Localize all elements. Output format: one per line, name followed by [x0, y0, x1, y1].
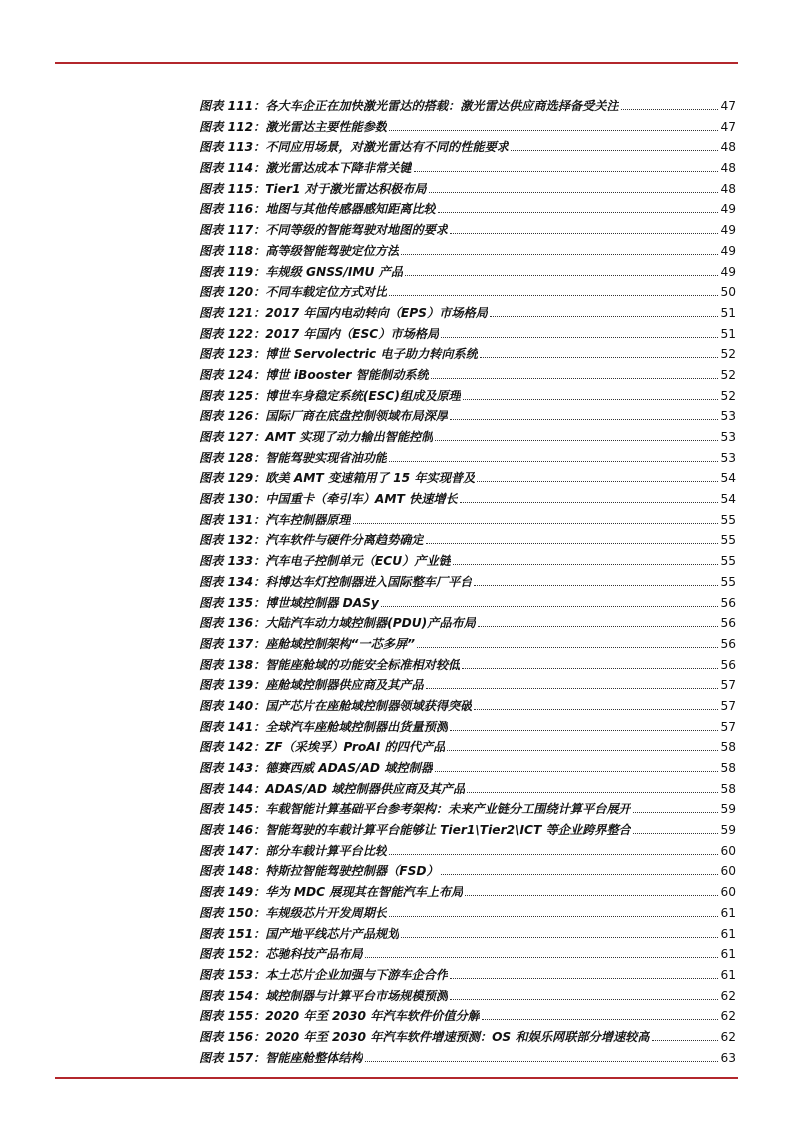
dot-leader: [490, 316, 719, 317]
footer-rule: [55, 1077, 738, 1079]
toc-entry-page-number: 57: [720, 719, 736, 734]
toc-entry-page-number: 55: [720, 574, 736, 589]
toc-entry-page-number: 60: [720, 843, 736, 858]
toc-entry-page-number: 55: [720, 533, 736, 548]
toc-entry-label: 图表 139：座舱域控制器供应商及其产品: [199, 678, 424, 693]
toc-entry-label: 图表 135：博世域控制器 DASy: [199, 595, 379, 610]
toc-entry[interactable]: [199, 179, 736, 200]
toc-entry[interactable]: [199, 779, 736, 800]
toc-entry[interactable]: [199, 137, 736, 158]
dot-leader: [435, 771, 718, 772]
toc-entry[interactable]: [199, 468, 736, 489]
toc-entry[interactable]: [199, 510, 736, 531]
toc-entry-page-number: 57: [720, 678, 736, 693]
dot-leader: [435, 440, 718, 441]
toc-entry-page-number: 54: [720, 471, 736, 486]
toc-entry-label: 图表 147：部分车载计算平台比较: [199, 843, 388, 858]
toc-entry-page-number: 61: [720, 905, 736, 920]
toc-entry-label: 图表 153：本土芯片企业加强与下游车企合作: [199, 967, 449, 982]
toc-entry[interactable]: [199, 717, 736, 738]
header-rule: [55, 62, 738, 64]
dot-leader: [401, 937, 718, 938]
toc-entry-label: 图表 148：特斯拉智能驾驶控制器（FSD）: [199, 864, 439, 879]
dot-leader: [441, 337, 718, 338]
toc-entry-page-number: 53: [720, 409, 736, 424]
toc-entry-label: 图表 133：汽车电子控制单元（ECU）产业链: [199, 554, 451, 569]
toc-entry[interactable]: [199, 841, 736, 862]
toc-entry-label: 图表 118：高等级智能驾驶定位方法: [199, 243, 400, 258]
toc-entry-label: 图表 141：全球汽车座舱域控制器出货量预测: [199, 719, 449, 734]
toc-entry-page-number: 48: [720, 140, 736, 155]
toc-entry-page-number: 62: [720, 1029, 736, 1044]
toc-entry-label: 图表 143：德赛西威 ADAS/AD 域控制器: [199, 761, 433, 775]
toc-entry-label: 图表 136：大陆汽车动力域控制器(PDU)产品布局: [199, 616, 476, 631]
toc-entry-page-number: 63: [720, 1050, 736, 1065]
dot-leader: [450, 999, 718, 1000]
dot-leader: [389, 461, 718, 462]
toc-entry-page-number: 51: [720, 326, 736, 341]
toc-entry[interactable]: [199, 199, 736, 220]
dot-leader: [460, 502, 719, 503]
toc-entry[interactable]: [199, 675, 736, 696]
toc-entry-page-number: 51: [720, 305, 736, 320]
toc-entry-label: 图表 155：2020 年至 2030 年汽车软件价值分解: [199, 1009, 480, 1024]
table-of-figures: [199, 96, 736, 1068]
toc-entry[interactable]: [199, 406, 736, 427]
dot-leader: [621, 109, 719, 110]
toc-entry-page-number: 48: [720, 161, 736, 176]
toc-entry[interactable]: [199, 924, 736, 945]
toc-entry-label: 图表 149：华为 MDC 展现其在智能汽车上布局: [199, 885, 464, 900]
dot-leader: [474, 709, 718, 710]
toc-entry-page-number: 49: [720, 243, 736, 258]
toc-entry-page-number: 56: [720, 595, 736, 610]
toc-entry[interactable]: [199, 696, 736, 717]
dot-leader: [389, 295, 718, 296]
toc-entry-page-number: 61: [720, 967, 736, 982]
toc-entry-page-number: 58: [720, 781, 736, 796]
toc-entry-label: 图表 145：车载智能计算基础平台参考架构：未来产业链分工围绕计算平台展开: [199, 802, 631, 817]
toc-entry[interactable]: [199, 158, 736, 179]
toc-entry-label: 图表 142：ZF（采埃孚）ProAI 的四代产品: [199, 740, 446, 755]
dot-leader: [365, 957, 719, 958]
dot-leader: [477, 481, 718, 482]
toc-entry-page-number: 49: [720, 223, 736, 238]
toc-entry[interactable]: [199, 386, 736, 407]
dot-leader: [463, 399, 719, 400]
toc-entry[interactable]: [199, 737, 736, 758]
toc-entry[interactable]: [199, 262, 736, 283]
toc-entry-label: 图表 114：激光雷达成本下降非常关键: [199, 161, 412, 176]
toc-entry-label: 图表 115：Tier1 对于激光雷达积极布局: [199, 181, 427, 196]
toc-entry-label: 图表 154：域控制器与计算平台市场规模预测: [199, 988, 449, 1003]
dot-leader: [441, 874, 719, 875]
toc-entry-page-number: 54: [720, 492, 736, 507]
toc-entry-label: 图表 146：智能驾驶的车载计算平台能够让 Tier1\Tier2\ICT 等企业跨界整合: [199, 823, 631, 838]
toc-entry-label: 图表 126：国际厂商在底盘控制领域布局深厚: [199, 409, 449, 424]
toc-entry-label: 图表 111：各大车企正在加快激光雷达的搭载：激光雷达供应商选择备受关注: [199, 99, 619, 113]
toc-entry-label: 图表 125：博世车身稳定系统(ESC)组成及原理: [199, 388, 461, 403]
dot-leader: [426, 688, 719, 689]
dot-leader: [414, 171, 719, 172]
dot-leader: [450, 419, 718, 420]
toc-entry-label: 图表 131：汽车控制器原理: [199, 512, 351, 527]
toc-entry-page-number: 53: [720, 430, 736, 444]
dot-leader: [453, 564, 719, 565]
dot-leader: [429, 192, 719, 193]
dot-leader: [480, 357, 719, 358]
toc-entry-page-number: 61: [720, 947, 736, 962]
toc-entry-page-number: 55: [720, 554, 736, 569]
toc-entry-page-number: 60: [720, 885, 736, 900]
toc-entry-label: 图表 113：不同应用场景，对激光雷达有不同的性能要求: [199, 140, 509, 155]
toc-entry-label: 图表 140：国产芯片在座舱域控制器领域获得突破: [199, 698, 473, 713]
toc-entry[interactable]: [199, 903, 736, 924]
dot-leader: [447, 750, 718, 751]
toc-entry[interactable]: [199, 799, 736, 820]
toc-entry-label: 图表 128：智能驾驶实现省油功能: [199, 450, 388, 465]
toc-entry-label: 图表 120：不同车载定位方式对比: [199, 285, 388, 300]
dot-leader: [474, 585, 718, 586]
dot-leader: [389, 916, 718, 917]
toc-entry-label: 图表 152：芯驰科技产品布局: [199, 947, 363, 962]
toc-entry[interactable]: [199, 861, 736, 882]
toc-entry-page-number: 56: [720, 636, 736, 651]
toc-entry[interactable]: [199, 365, 736, 386]
toc-entry-page-number: 53: [720, 450, 736, 465]
toc-entry-label: 图表 124：博世 iBooster 智能制动系统: [199, 367, 429, 382]
toc-entry-page-number: 59: [720, 823, 736, 838]
toc-entry-page-number: 58: [720, 761, 736, 775]
toc-entry[interactable]: [199, 1006, 736, 1027]
toc-entry-label: 图表 117：不同等级的智能驾驶对地图的要求: [199, 223, 449, 238]
toc-entry[interactable]: [199, 96, 736, 117]
toc-entry[interactable]: [199, 344, 736, 365]
dot-leader: [417, 647, 718, 648]
toc-entry-label: 图表 144：ADAS/AD 域控制器供应商及其产品: [199, 781, 466, 796]
toc-entry-label: 图表 137：座舱域控制架构“一芯多屏”: [199, 636, 416, 651]
toc-entry-page-number: 59: [720, 802, 736, 817]
toc-entry[interactable]: [199, 655, 736, 676]
toc-entry[interactable]: [199, 572, 736, 593]
toc-entry-label: 图表 116：地图与其他传感器感知距离比较: [199, 202, 436, 217]
dot-leader: [450, 978, 718, 979]
toc-entry-page-number: 55: [720, 512, 736, 527]
toc-entry-label: 图表 134：科博达车灯控制器进入国际整车厂平台: [199, 574, 473, 589]
toc-entry[interactable]: [199, 427, 736, 448]
dot-leader: [389, 854, 718, 855]
dot-leader: [633, 833, 719, 834]
toc-entry-label: 图表 119：车规级 GNSS/IMU 产品: [199, 264, 404, 279]
toc-entry-label: 图表 122：2017 年国内（ESC）市场格局: [199, 326, 440, 341]
toc-entry-page-number: 57: [720, 698, 736, 713]
toc-entry-label: 图表 129：欧美 AMT 变速箱用了 15 年实现普及: [199, 471, 476, 486]
dot-leader: [381, 606, 719, 607]
toc-entry[interactable]: [199, 882, 736, 903]
toc-entry-page-number: 47: [720, 99, 736, 113]
toc-entry[interactable]: [199, 758, 736, 779]
dot-leader: [389, 130, 718, 131]
toc-entry-page-number: 50: [720, 285, 736, 300]
toc-entry-label: 图表 156：2020 年至 2030 年汽车软件增速预测：OS 和娱乐网联部分增速较高: [199, 1029, 650, 1044]
toc-entry-page-number: 61: [720, 926, 736, 941]
dot-leader: [511, 150, 718, 151]
toc-entry[interactable]: [199, 820, 736, 841]
toc-entry[interactable]: [199, 634, 736, 655]
toc-entry[interactable]: [199, 448, 736, 469]
dot-leader: [405, 275, 718, 276]
toc-entry[interactable]: [199, 530, 736, 551]
toc-entry[interactable]: [199, 944, 736, 965]
toc-entry-page-number: 52: [720, 367, 736, 382]
toc-entry-page-number: 48: [720, 181, 736, 196]
toc-entry-label: 图表 112：激光雷达主要性能参数: [199, 119, 388, 134]
toc-entry[interactable]: [199, 282, 736, 303]
toc-entry[interactable]: [199, 220, 736, 241]
dot-leader: [450, 730, 718, 731]
toc-entry[interactable]: [199, 1048, 736, 1069]
dot-leader: [426, 543, 719, 544]
toc-entry-page-number: 58: [720, 740, 736, 755]
dot-leader: [365, 1061, 719, 1062]
toc-entry[interactable]: [199, 117, 736, 138]
dot-leader: [438, 212, 719, 213]
dot-leader: [467, 792, 718, 793]
toc-entry-page-number: 62: [720, 988, 736, 1003]
toc-entry-page-number: 52: [720, 347, 736, 362]
toc-entry-page-number: 56: [720, 616, 736, 631]
dot-leader: [482, 1019, 719, 1020]
toc-entry-label: 图表 151：国产地平线芯片产品规划: [199, 926, 400, 941]
toc-entry-label: 图表 138：智能座舱域的功能安全标准相对较低: [199, 657, 461, 672]
dot-leader: [465, 895, 718, 896]
toc-entry-label: 图表 157：智能座舱整体结构: [199, 1050, 363, 1065]
dot-leader: [450, 233, 718, 234]
dot-leader: [633, 812, 719, 813]
toc-entry[interactable]: [199, 303, 736, 324]
toc-entry[interactable]: [199, 324, 736, 345]
dot-leader: [652, 1040, 719, 1041]
toc-entry-page-number: 56: [720, 657, 736, 672]
dot-leader: [353, 523, 719, 524]
dot-leader: [478, 626, 719, 627]
toc-entry-page-number: 60: [720, 864, 736, 879]
toc-entry[interactable]: [199, 241, 736, 262]
toc-entry[interactable]: [199, 593, 736, 614]
dot-leader: [431, 378, 719, 379]
toc-entry-page-number: 49: [720, 202, 736, 217]
toc-entry[interactable]: [199, 965, 736, 986]
toc-entry[interactable]: [199, 489, 736, 510]
toc-entry-label: 图表 123：博世 Servolectric 电子助力转向系统: [199, 347, 478, 362]
dot-leader: [401, 254, 718, 255]
dot-leader: [462, 668, 718, 669]
toc-entry[interactable]: [199, 613, 736, 634]
toc-entry[interactable]: [199, 986, 736, 1007]
toc-entry-page-number: 62: [720, 1009, 736, 1024]
toc-entry-label: 图表 130：中国重卡（牵引车）AMT 快速增长: [199, 492, 458, 507]
toc-entry-page-number: 49: [720, 264, 736, 279]
toc-entry-label: 图表 127：AMT 实现了动力输出智能控制: [199, 430, 434, 444]
toc-entry-label: 图表 121：2017 年国内电动转向（EPS）市场格局: [199, 305, 488, 320]
toc-entry-label: 图表 132：汽车软件与硬件分离趋势确定: [199, 533, 424, 548]
toc-entry[interactable]: [199, 551, 736, 572]
toc-entry[interactable]: [199, 1027, 736, 1048]
toc-entry-page-number: 47: [720, 119, 736, 134]
toc-entry-page-number: 52: [720, 388, 736, 403]
toc-entry-label: 图表 150：车规级芯片开发周期长: [199, 905, 388, 920]
